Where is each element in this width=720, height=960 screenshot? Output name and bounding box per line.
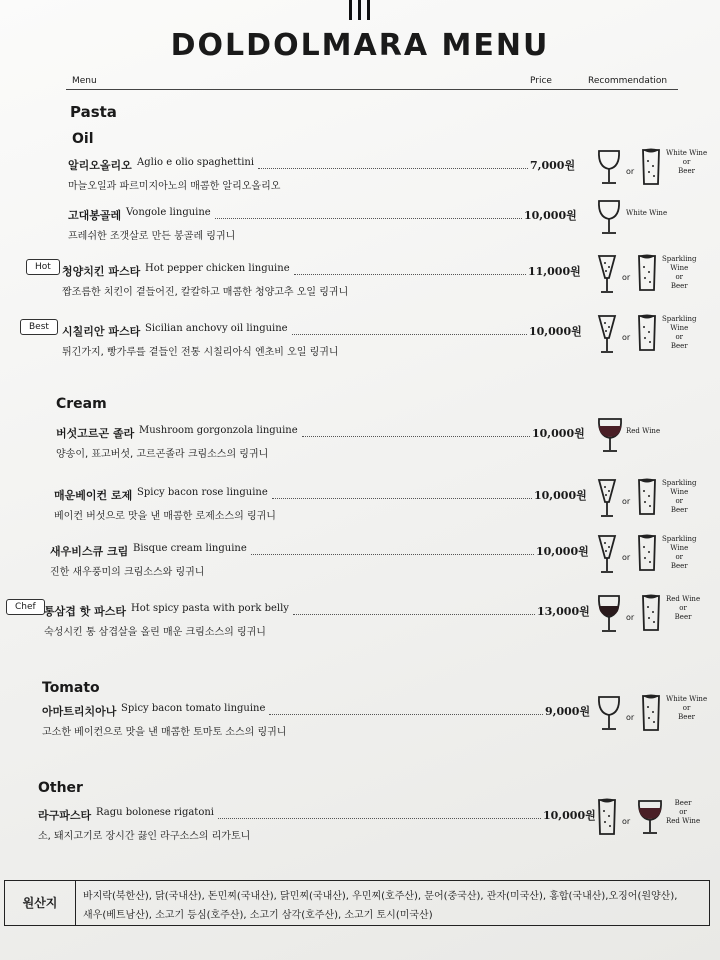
recommendation-line: Sparkling	[662, 315, 697, 323]
wine-recommendation	[662, 255, 697, 291]
recommendation-line: Wine	[670, 488, 689, 496]
recommendation-line: Beer	[670, 342, 688, 350]
wine-recommendation	[666, 595, 700, 622]
header-divider	[66, 89, 678, 90]
section-other: Other	[38, 780, 83, 796]
item-price: 9,000원	[545, 705, 591, 718]
recommendation-line: White Wine	[666, 695, 708, 703]
recommendation-line: or	[675, 553, 684, 561]
item-description: 짭조름한 치킨이 곁들어진, 칼칼하고 매콤한 청양고추 오일 링귀니	[62, 287, 349, 298]
item-name: 새우비스큐 크림	[50, 545, 129, 558]
item-description: 소, 돼지고기로 장시간 끓인 라구소스의 리가토니	[38, 831, 251, 842]
menu-item	[0, 479, 720, 535]
origin-line-1: 바지락(북한산), 닭(국내산), 돈민찌(국내산), 닭민찌(국내산), 우민찌(호주산), 문어(중국산), 관자(미국산), 홍합(국내산),오징어(원양산),	[83, 891, 678, 902]
wine-recommendation	[662, 315, 697, 351]
or-label: or	[622, 333, 631, 342]
item-price: 7,000원	[530, 159, 576, 172]
dot-leader	[302, 428, 530, 437]
section-tomato: Tomato	[42, 680, 100, 696]
beer-glass-icon	[636, 533, 658, 577]
item-description: 고소한 베이컨으로 맛을 낸 매콤한 토마토 소스의 링귀니	[42, 727, 287, 738]
beer-glass-icon	[596, 797, 618, 841]
item-english-name: Spicy bacon rose linguine	[137, 487, 268, 498]
or-label: or	[626, 167, 635, 176]
item-name: 라구파스타	[38, 809, 92, 822]
item-description: 마늘오일과 파르미지아노의 매콤한 알리오올리오	[68, 181, 281, 192]
red-wine-glass-icon	[596, 415, 624, 459]
recommendation-line: or	[682, 158, 691, 166]
item-price: 10,000원	[532, 427, 585, 440]
item-badge: Chef	[6, 599, 45, 615]
column-header-menu: Menu	[72, 76, 97, 86]
recommendation-line: Beer	[678, 713, 695, 721]
item-english-name: Bisque cream linguine	[133, 543, 247, 554]
section-cream: Cream	[56, 396, 107, 412]
or-label: or	[626, 713, 635, 722]
menu-item	[0, 595, 720, 651]
recommendation-line: Sparkling	[662, 255, 697, 263]
recommendation-line: Wine	[670, 544, 689, 552]
item-price: 10,000원	[543, 809, 596, 822]
item-price: 13,000원	[537, 605, 590, 618]
recommendation-line: Beer	[674, 799, 692, 807]
recommendation-line: White Wine	[666, 149, 708, 157]
item-english-name: Aglio e olio spaghettini	[137, 157, 255, 168]
beer-glass-icon	[636, 253, 658, 297]
item-description: 양송이, 표고버섯, 고르곤졸라 크림소스의 링귀니	[56, 449, 269, 460]
menu-title: DOLDOLMARA MENU	[170, 28, 550, 63]
item-description: 숙성시킨 통 삼겹살을 올린 매운 크림소스의 링귀니	[44, 627, 266, 638]
dot-leader	[272, 490, 532, 499]
menu-item	[0, 207, 720, 255]
item-name: 매운베이컨 로제	[54, 489, 133, 502]
item-badge: Hot	[26, 259, 60, 275]
wine-glass-icon	[596, 197, 622, 241]
item-english-name: Sicilian anchovy oil linguine	[145, 323, 288, 334]
recommendation-line: or	[679, 604, 687, 612]
beer-glass-icon	[640, 593, 662, 637]
or-label: or	[622, 497, 631, 506]
menu-item	[0, 255, 720, 311]
recommendation-line: or	[675, 333, 684, 341]
dot-leader	[251, 546, 534, 555]
category-title: Pasta	[70, 103, 117, 121]
dot-leader	[294, 266, 526, 275]
recommendation-line: Red Wine	[666, 595, 701, 603]
or-label: or	[622, 817, 631, 826]
or-label: or	[622, 273, 631, 282]
recommendation-line: Beer	[678, 167, 695, 175]
item-english-name: Hot spicy pasta with pork belly	[131, 603, 289, 614]
beer-glass-icon	[640, 693, 662, 737]
recommendation-line: Red Wine	[666, 817, 701, 825]
item-price: 10,000원	[529, 325, 582, 338]
dot-leader	[293, 606, 535, 615]
item-english-name: Hot pepper chicken linguine	[145, 263, 290, 274]
flute-glass-icon	[596, 477, 618, 523]
item-name: 아마트리치아나	[42, 705, 117, 718]
item-price: 10,000원	[536, 545, 589, 558]
origin-box	[4, 880, 710, 926]
item-name: 알리오올리오	[68, 159, 132, 172]
origin-line-2: 새우(베트남산), 소고기 등심(호주산), 소고기 삼각(호주산), 소고기 토시(미국산)	[83, 910, 433, 921]
flute-glass-icon	[596, 253, 618, 299]
recommendation-line: White Wine	[626, 209, 668, 217]
item-english-name: Mushroom gorgonzola linguine	[139, 425, 298, 436]
recommendation-line: Beer	[670, 506, 688, 514]
recommendation-line: Beer	[674, 613, 692, 621]
section-oil: Oil	[72, 131, 94, 147]
menu-item	[0, 799, 720, 855]
dot-leader	[215, 210, 522, 219]
item-name: 고대봉골레	[68, 209, 122, 222]
recommendation-line: Wine	[670, 324, 689, 332]
column-header-price: Price	[530, 76, 552, 86]
wine-recommendation	[626, 209, 667, 218]
recommendation-line: or	[675, 273, 684, 281]
wine-recommendation	[662, 535, 697, 571]
recommendation-line: Beer	[670, 562, 688, 570]
menu-item	[0, 315, 720, 371]
wine-recommendation	[666, 149, 707, 176]
item-description: 프레쉬한 조갯살로 만든 봉골레 링귀니	[68, 231, 236, 242]
recommendation-line: Wine	[670, 264, 689, 272]
beer-glass-icon	[636, 477, 658, 521]
origin-label: 원산지	[5, 881, 76, 925]
dot-leader	[292, 326, 527, 335]
wine-recommendation	[666, 799, 700, 826]
column-header-recommendation: Recommendation	[588, 76, 668, 86]
menu-item	[0, 425, 720, 473]
flute-glass-icon	[596, 533, 618, 579]
item-name: 시칠리안 파스타	[62, 325, 141, 338]
dot-leader	[218, 810, 541, 819]
menu-item	[0, 535, 720, 591]
or-label: or	[626, 613, 635, 622]
recommendation-line: Sparkling	[662, 479, 697, 487]
item-name: 통삼겹 핫 파스타	[44, 605, 127, 618]
item-price: 10,000원	[534, 489, 587, 502]
item-name: 청양치킨 파스타	[62, 265, 141, 278]
recommendation-line: Sparkling	[662, 535, 697, 543]
recommendation-line: or	[682, 704, 691, 712]
item-description: 베이컨 버섯으로 맛을 낸 매콤한 로제소스의 링귀니	[54, 511, 276, 522]
dot-leader	[269, 706, 543, 715]
red-wine-glass-icon	[636, 797, 664, 841]
item-description: 튀긴가지, 빵가루를 곁들인 전통 시칠리아식 엔초비 오일 링귀니	[62, 347, 339, 358]
item-price: 10,000원	[524, 209, 577, 222]
item-english-name: Vongole linguine	[126, 207, 211, 218]
wine-recommendation	[666, 695, 707, 722]
item-english-name: Ragu bolonese rigatoni	[96, 807, 214, 818]
or-label: or	[622, 553, 631, 562]
item-description: 진한 새우풍미의 크림소스와 링귀니	[50, 567, 205, 578]
item-badge: Best	[20, 319, 58, 335]
beer-glass-icon	[640, 147, 662, 191]
wine-glass-icon	[596, 147, 622, 191]
item-english-name: Spicy bacon tomato linguine	[121, 703, 266, 714]
red-wine-glass-icon	[596, 593, 622, 639]
item-name: 버섯고르곤 졸라	[56, 427, 135, 440]
menu-item	[0, 695, 720, 751]
item-price: 11,000원	[528, 265, 581, 278]
wine-recommendation	[662, 479, 697, 515]
dot-leader	[258, 160, 528, 169]
logo-icon	[347, 0, 373, 20]
wine-recommendation	[626, 427, 660, 436]
recommendation-line: Red Wine	[626, 427, 661, 435]
beer-glass-icon	[636, 313, 658, 357]
recommendation-line: Beer	[670, 282, 688, 290]
wine-glass-icon	[596, 693, 622, 737]
flute-glass-icon	[596, 313, 618, 359]
recommendation-line: or	[679, 808, 687, 816]
recommendation-line: or	[675, 497, 684, 505]
